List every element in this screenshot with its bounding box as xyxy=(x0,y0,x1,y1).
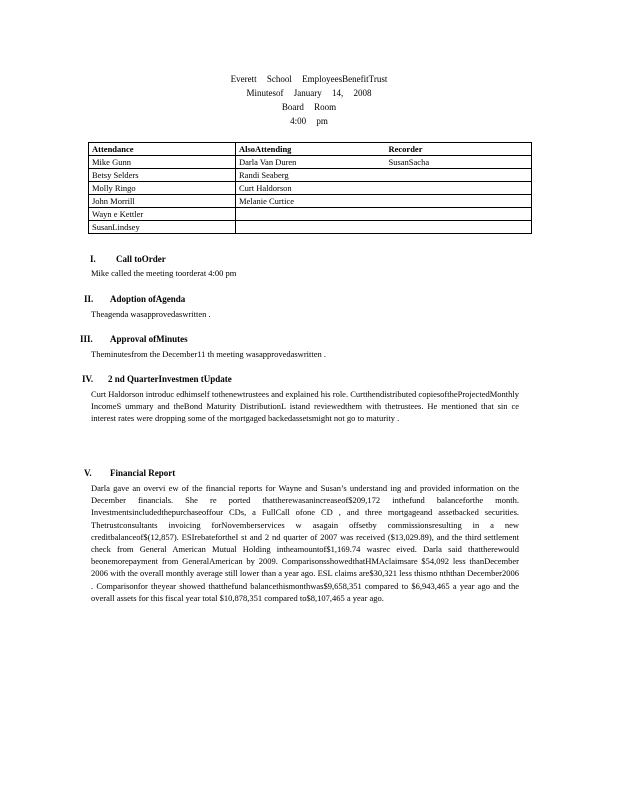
section-text: Theminutesfrom the December11 th meeting wasapprovedaswritten . xyxy=(91,349,327,359)
also-attending-cell xyxy=(236,208,532,221)
section-heading-adoption-of-agenda xyxy=(84,294,185,304)
table-row xyxy=(89,182,532,195)
section-body-adoption-of-agenda xyxy=(91,308,519,320)
section-heading-investment-update xyxy=(82,374,232,384)
also-attending-header: AlsoAttending xyxy=(239,144,292,154)
also-attending-cell: Curt Haldorson xyxy=(236,182,532,195)
section-body-investment-update xyxy=(91,388,519,425)
table-row xyxy=(89,195,532,208)
header-location: Board Room xyxy=(281,102,337,112)
header-time: 4:00 pm xyxy=(290,116,328,126)
section-body-approval-of-minutes xyxy=(91,348,519,360)
header-title: Everett School EmployeesBenefitTrust xyxy=(230,74,388,84)
table-row xyxy=(89,208,532,221)
section-body-financial-report xyxy=(91,482,519,604)
attendance-table xyxy=(88,142,532,234)
section-number: III. xyxy=(80,334,93,344)
attendee-cell: Betsy Selders xyxy=(89,169,236,182)
attendee-cell: SusanLindsey xyxy=(89,221,236,234)
attendee-cell: Mike Gunn xyxy=(89,156,236,169)
header-date: Minutesof January 14, 2008 xyxy=(246,88,372,98)
section-number: IV. xyxy=(82,374,94,384)
also-attending-cell: Melanie Curtice xyxy=(236,195,532,208)
attendance-header: Attendance xyxy=(89,143,236,156)
also-attending-recorder-header xyxy=(236,143,532,156)
section-heading-approval-of-minutes xyxy=(80,334,188,344)
section-number: I. xyxy=(90,254,96,264)
also-attending-cell xyxy=(236,156,532,169)
section-title: Approval ofMinutes xyxy=(110,334,188,344)
attendee-cell: Wayn e Kettler xyxy=(89,208,236,221)
section-number: II. xyxy=(84,294,94,304)
section-text: Mike called the meeting toorderat 4:00 pm xyxy=(91,268,237,278)
recorder-name: SusanSacha xyxy=(388,157,430,167)
section-text: Curt Haldorson introduc edhimself tothenewtrustees and explained his role. Curtthendistributed copiesoftheProjectedMonthly IncomeS ummary and theBond Maturity DistributionL istand reviewedthem with thetrustees. He mentioned that sin ce interest rates were dropping some of the mortgaged backedassetsmight not go to maturity . xyxy=(91,389,519,424)
section-title: Call toOrder xyxy=(116,254,166,264)
also-attending-name: Darla Van Duren xyxy=(239,157,297,167)
also-attending-cell xyxy=(236,221,532,234)
table-row xyxy=(89,169,532,182)
attendance-header-row xyxy=(89,143,532,156)
section-text: Theagenda wasapprovedaswritten . xyxy=(91,309,211,319)
section-heading-call-to-order xyxy=(90,254,166,264)
section-heading-financial-report xyxy=(84,468,175,478)
also-attending-cell: Randi Seaberg xyxy=(236,169,532,182)
recorder-header: Recorder xyxy=(388,144,423,154)
table-row xyxy=(89,156,532,169)
section-number: V. xyxy=(84,468,92,478)
attendee-cell: John Morrill xyxy=(89,195,236,208)
section-body-call-to-order xyxy=(91,267,519,279)
attendee-cell: Molly Ringo xyxy=(89,182,236,195)
section-text: Darla gave an overvi ew of the financial reports for Wayne and Susan’s understand ing and provided information on the December financials. She re ported thattherewasanincreaseof$209,172 inthefund balanceforthe month. Investmentsincludedthepurchaseoffour CDs, a FullCall ofone CD , and three mortgageand assetbacked securities. Thetrustconsultants invoicing forNovemberservices w asagain offsetby commissionsresulting in a new creditbalanceof$(12,857). ESIrebatefortheI st and 2 nd quarter of 2007 was received ($13,029.89), and the third settlement check from General American Mutual Holding intheamountof$1,169.74 wasrec eived. Darla said thattherewould beonemorepayment from GeneralAmerican by 2009. ComparisonsshowedthatHMAclaimsare $54,092 less thanDecember 2006 with the overall monthly average still lower than a year ago. ESL claims are$30,321 less thismo nththan December2006 . Comparisonfor theyear showed thatthefund balancethismonthwas$9,658,351 compared to $6,943,465 a year ago and the overall assets for this fiscal year total $10,878,351 compared to$8,107,465 a year ago. xyxy=(91,483,519,603)
section-title: Financial Report xyxy=(110,468,176,478)
table-row xyxy=(89,221,532,234)
section-title: Adoption ofAgenda xyxy=(110,294,186,304)
section-title: 2 nd QuarterInvestmen tUpdate xyxy=(108,374,232,384)
